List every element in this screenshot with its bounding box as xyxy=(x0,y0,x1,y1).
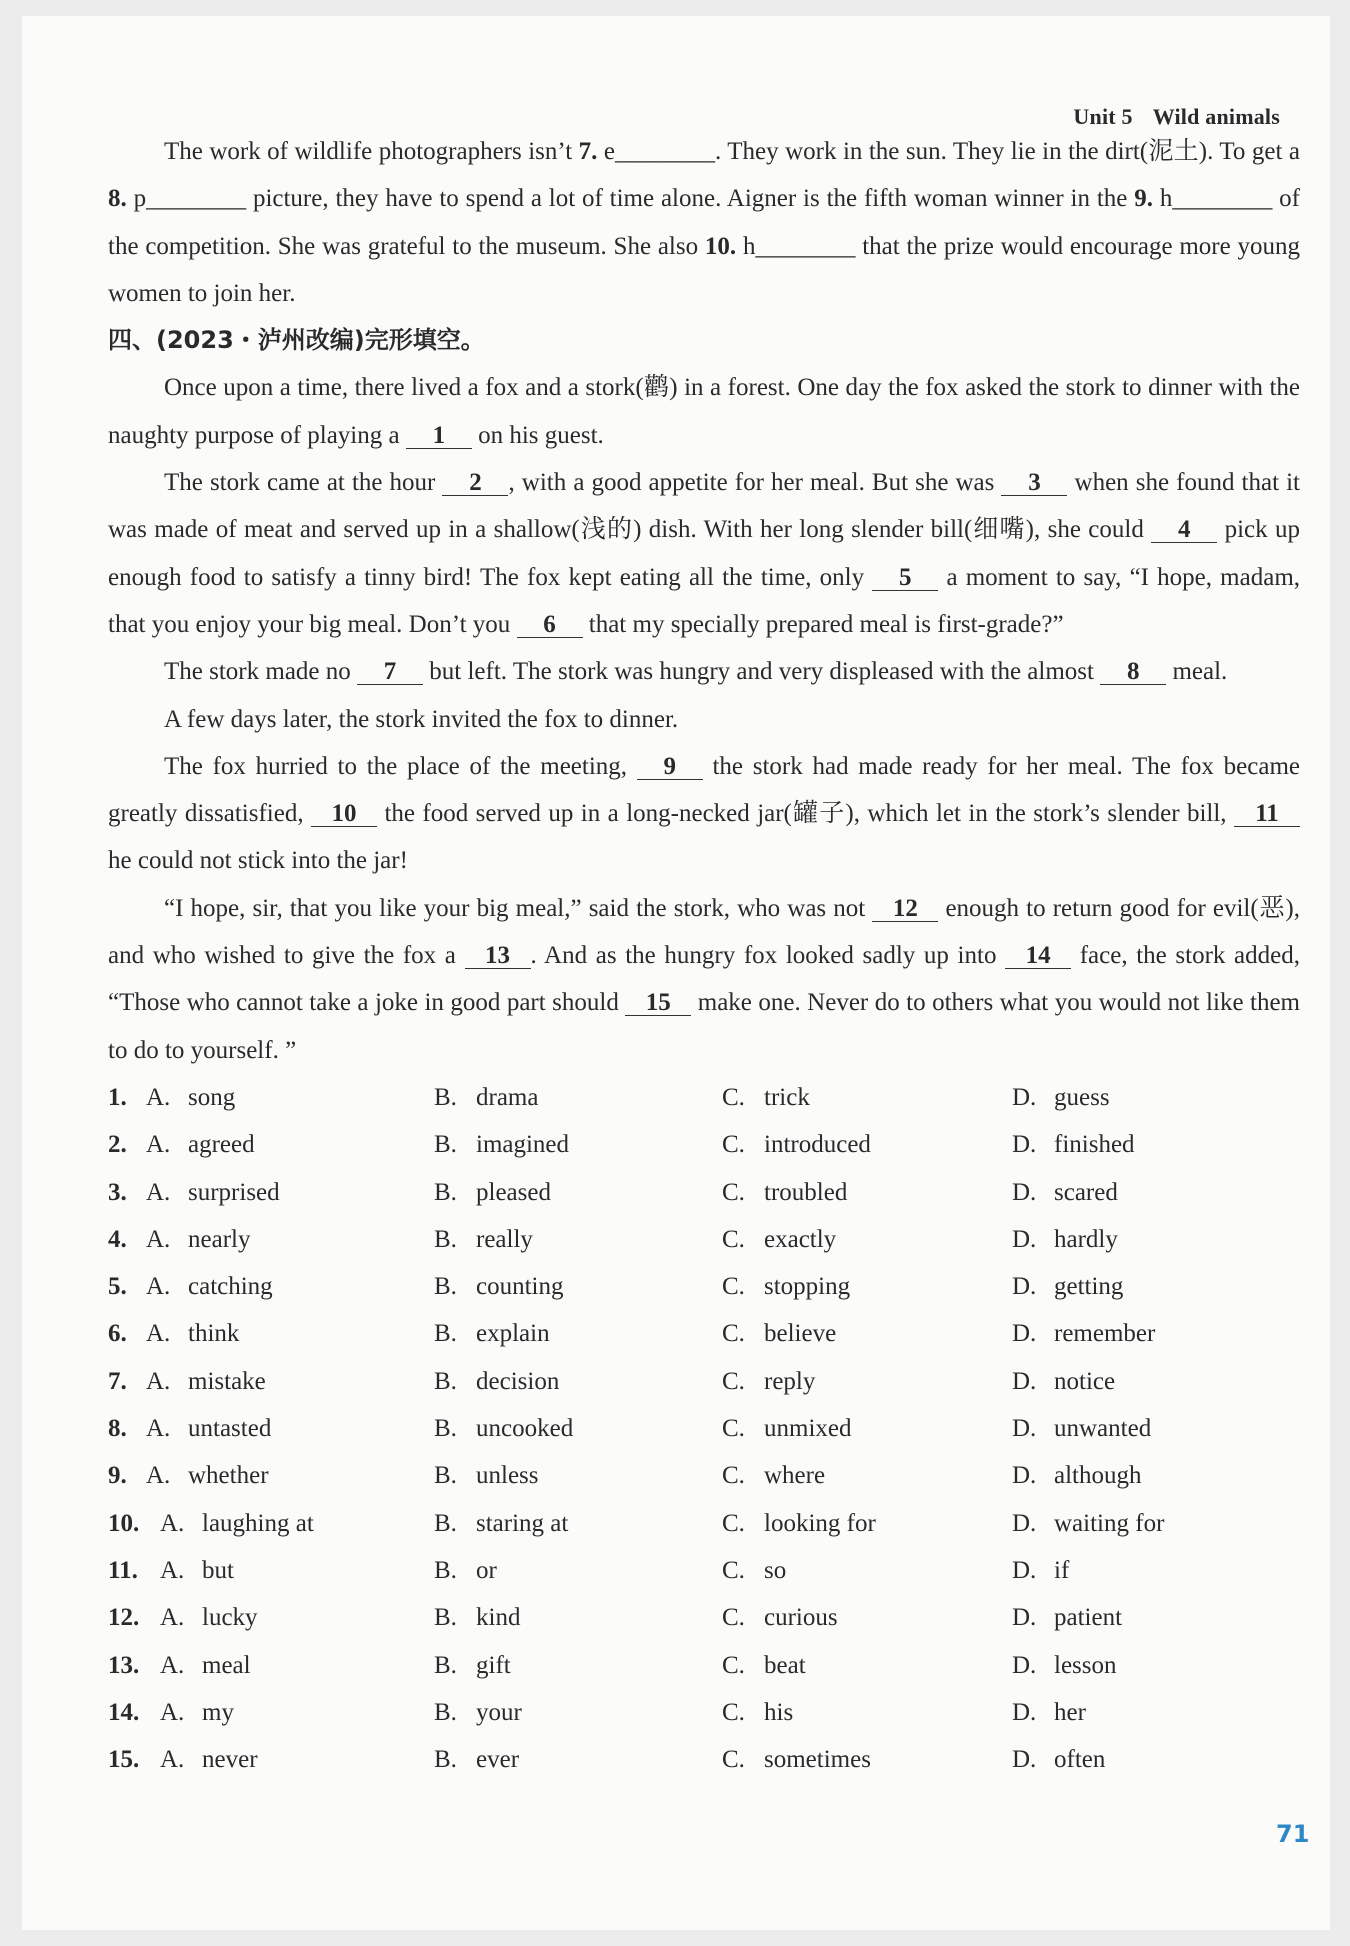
answer-choice[interactable] xyxy=(722,1642,806,1689)
answer-choice[interactable] xyxy=(1012,1547,1069,1594)
answer-choice[interactable] xyxy=(146,1452,269,1499)
choice-text: surprised xyxy=(188,1178,280,1206)
cloze-text: . And as the hungry fox looked sadly up into xyxy=(530,942,1006,970)
question-number: 8. xyxy=(108,185,127,213)
question-number: 9. xyxy=(108,1462,127,1490)
cloze-paragraph xyxy=(108,459,1300,648)
option-row xyxy=(108,1358,1300,1405)
answer-choice[interactable] xyxy=(1012,1736,1105,1783)
choice-letter: B. xyxy=(434,1178,457,1206)
cloze-text: , with a good appetite for her meal. But she was xyxy=(508,469,1002,497)
answer-choice[interactable] xyxy=(722,1547,786,1594)
answer-choice[interactable] xyxy=(722,1405,852,1452)
choice-letter: D. xyxy=(1012,1604,1037,1632)
option-row xyxy=(108,1169,1300,1216)
cloze-blank[interactable]: 13 xyxy=(465,944,531,969)
choice-text: or xyxy=(476,1556,497,1584)
choice-text: really xyxy=(476,1225,533,1253)
choice-text: counting xyxy=(476,1273,564,1301)
cloze-text: a moment to say, “I hope, madam, that you enjoy your big meal. Don’t you xyxy=(108,563,1301,638)
question-number: 11. xyxy=(108,1556,138,1584)
answer-choice[interactable] xyxy=(1012,1121,1135,1168)
choice-letter: A. xyxy=(160,1556,185,1584)
choice-text: laughing at xyxy=(202,1509,314,1537)
answer-choice[interactable] xyxy=(434,1310,550,1357)
choice-text: explain xyxy=(476,1320,550,1348)
passage-text: e________. They work in the sun. They lie in the dirt(泥土). To get a xyxy=(597,138,1300,165)
answer-choice[interactable] xyxy=(146,1169,280,1216)
choice-letter: D. xyxy=(1012,1131,1037,1159)
question-number: 12. xyxy=(108,1604,140,1632)
answer-choice[interactable] xyxy=(160,1736,258,1783)
choice-letter: A. xyxy=(146,1225,171,1253)
choice-letter: C. xyxy=(722,1178,745,1206)
option-row xyxy=(108,1594,1300,1641)
choice-text: but xyxy=(202,1556,234,1584)
choice-text: if xyxy=(1054,1556,1070,1584)
answer-choice[interactable] xyxy=(434,1074,538,1121)
cloze-text: when she found that it was made of meat and served up in a shallow(浅的) dish. With her long slender bill(细嘴), she could xyxy=(108,469,1301,544)
cloze-text: he could not stick into the jar! xyxy=(108,847,408,875)
choice-text: finished xyxy=(1054,1131,1135,1159)
cloze-text: the stork had made ready for her meal. The fox became greatly dissatisfied, xyxy=(108,752,1300,828)
answer-choice[interactable] xyxy=(434,1405,573,1452)
cloze-text: enough to return good for evil(恶), and who wished to give the fox a xyxy=(108,894,1300,970)
cloze-text: pick up enough food to satisfy a tinny bird! The fox kept eating all the time, only xyxy=(108,516,1300,591)
choice-text: whether xyxy=(188,1462,269,1490)
answer-choice[interactable] xyxy=(434,1358,559,1405)
answer-choice[interactable] xyxy=(434,1642,511,1689)
choice-text: sometimes xyxy=(764,1746,871,1774)
option-row xyxy=(108,1642,1300,1689)
answer-choice[interactable] xyxy=(434,1500,568,1547)
cloze-text: Once upon a time, there lived a fox and a stork(鹳) in a forest. One day the fox asked the stork to dinner with the naughty purpose of playing a xyxy=(108,374,1300,449)
choice-text: her xyxy=(1054,1698,1086,1726)
choice-text: guess xyxy=(1054,1083,1110,1111)
answer-choice[interactable] xyxy=(1012,1310,1155,1357)
choice-letter: C. xyxy=(722,1698,745,1726)
question-number: 13. xyxy=(108,1651,140,1679)
cloze-text: make one. Never do to others what you would not like them to do to yourself. ” xyxy=(108,989,1300,1064)
answer-choice[interactable] xyxy=(722,1500,876,1547)
choice-text: stopping xyxy=(764,1273,851,1301)
choice-letter: A. xyxy=(160,1509,185,1537)
choice-letter: D. xyxy=(1012,1556,1037,1584)
choice-letter: A. xyxy=(160,1698,185,1726)
question-number: 10. xyxy=(704,232,737,260)
option-row xyxy=(108,1074,1300,1121)
choice-text: kind xyxy=(476,1604,521,1632)
cloze-text: meal. xyxy=(1166,658,1228,686)
choice-letter: D. xyxy=(1012,1462,1037,1490)
choice-text: nearly xyxy=(188,1225,251,1253)
answer-choice[interactable] xyxy=(1012,1169,1118,1216)
answer-choice[interactable] xyxy=(434,1216,533,1263)
answer-choice[interactable] xyxy=(1012,1358,1115,1405)
choice-text: ever xyxy=(476,1746,520,1774)
question-number: 7. xyxy=(578,138,598,165)
choice-text: remember xyxy=(1054,1320,1156,1348)
cloze-text: “I hope, sir, that you like your big meal,” said the stork, who was not xyxy=(164,894,873,922)
choice-letter: C. xyxy=(722,1604,745,1632)
option-row xyxy=(108,1689,1300,1736)
question-number: 4. xyxy=(108,1225,127,1253)
answer-choice[interactable] xyxy=(722,1074,810,1121)
choice-letter: A. xyxy=(146,1415,171,1443)
choice-text: staring at xyxy=(476,1509,569,1537)
answer-choice[interactable] xyxy=(146,1074,235,1121)
choice-text: mistake xyxy=(188,1367,266,1395)
page-number: 71 xyxy=(1276,1820,1310,1848)
cloze-text: face, the stork added, “Those who cannot take a joke in good part should xyxy=(108,942,1300,1017)
choice-text: patient xyxy=(1054,1604,1123,1632)
question-number: 3. xyxy=(108,1178,127,1206)
answer-choice[interactable] xyxy=(434,1736,519,1783)
question-number: 14. xyxy=(108,1698,140,1726)
choice-letter: C. xyxy=(722,1651,745,1679)
page-content xyxy=(108,128,1300,1783)
choice-letter: D. xyxy=(1012,1225,1037,1253)
cloze-text: that my specially prepared meal is first-grade?” xyxy=(582,610,1064,638)
question-number: 15. xyxy=(108,1746,140,1774)
choice-letter: B. xyxy=(434,1509,457,1537)
answer-choice[interactable] xyxy=(1012,1452,1142,1499)
question-number: 10. xyxy=(108,1509,140,1537)
choice-letter: D. xyxy=(1012,1273,1037,1301)
choice-text: meal xyxy=(202,1651,251,1679)
choice-letter: B. xyxy=(434,1131,457,1159)
choice-letter: B. xyxy=(434,1462,457,1490)
choice-text: although xyxy=(1054,1462,1142,1490)
choice-text: pleased xyxy=(476,1178,551,1206)
option-row xyxy=(108,1736,1300,1783)
choice-letter: D. xyxy=(1012,1651,1037,1679)
choice-letter: B. xyxy=(434,1225,457,1253)
answer-choice[interactable] xyxy=(722,1452,825,1499)
choice-letter: A. xyxy=(146,1178,171,1206)
choice-letter: C. xyxy=(722,1746,745,1774)
choice-text: unwanted xyxy=(1054,1415,1152,1443)
choice-letter: D. xyxy=(1012,1083,1037,1111)
choice-letter: D. xyxy=(1012,1320,1037,1348)
option-row xyxy=(108,1263,1300,1310)
cloze-text: The stork came at the hour xyxy=(164,469,443,497)
cloze-text: The stork made no xyxy=(164,658,358,686)
answer-choice[interactable] xyxy=(722,1263,850,1310)
answer-choice[interactable] xyxy=(722,1169,847,1216)
choice-text: looking for xyxy=(764,1509,876,1537)
choice-letter: A. xyxy=(160,1651,185,1679)
question-number: 6. xyxy=(108,1320,127,1348)
choice-letter: A. xyxy=(146,1083,171,1111)
choice-letter: C. xyxy=(722,1367,745,1395)
choice-text: believe xyxy=(764,1320,837,1348)
answer-choice[interactable] xyxy=(160,1642,251,1689)
choice-text: reply xyxy=(764,1367,816,1395)
choice-letter: C. xyxy=(722,1320,745,1348)
choice-text: unless xyxy=(476,1462,539,1490)
cloze-text: but left. The stork was hungry and very displeased with the almost xyxy=(423,658,1101,686)
choice-letter: D. xyxy=(1012,1367,1037,1395)
answer-choice[interactable] xyxy=(1012,1689,1086,1736)
choice-letter: D. xyxy=(1012,1509,1037,1537)
choice-text: gift xyxy=(476,1651,511,1679)
choice-text: curious xyxy=(764,1604,838,1632)
cloze-paragraph xyxy=(108,648,1300,695)
choice-letter: A. xyxy=(160,1604,185,1632)
choice-text: waiting for xyxy=(1054,1509,1165,1537)
choice-text: introduced xyxy=(764,1131,871,1159)
passage-paragraph xyxy=(108,128,1300,317)
cloze-blank[interactable]: 9 xyxy=(637,755,703,780)
choice-text: my xyxy=(202,1698,234,1726)
choice-letter: A. xyxy=(160,1746,185,1774)
answer-choice[interactable] xyxy=(1012,1216,1118,1263)
choice-letter: A. xyxy=(146,1131,171,1159)
choice-text: so xyxy=(764,1556,787,1584)
choice-text: lesson xyxy=(1054,1651,1117,1679)
choice-letter: C. xyxy=(722,1509,745,1537)
answer-choice[interactable] xyxy=(160,1547,234,1594)
choice-letter: C. xyxy=(722,1556,745,1584)
question-number: 5. xyxy=(108,1273,127,1301)
choice-text: hardly xyxy=(1054,1225,1118,1253)
cloze-text: on his guest. xyxy=(471,421,604,449)
answer-choice[interactable] xyxy=(434,1452,539,1499)
option-row xyxy=(108,1452,1300,1499)
choice-text: lucky xyxy=(202,1604,258,1632)
option-row xyxy=(108,1310,1300,1357)
choice-letter: B. xyxy=(434,1651,457,1679)
passage-text: p________ picture, they have to spend a lot of time alone. Aigner is the fifth woman winner in the xyxy=(126,185,1135,213)
choice-text: agreed xyxy=(188,1131,255,1159)
choice-text: his xyxy=(764,1698,794,1726)
answer-choice[interactable] xyxy=(146,1358,266,1405)
choice-letter: A. xyxy=(146,1462,171,1490)
choice-text: where xyxy=(764,1462,826,1490)
choice-text: unmixed xyxy=(764,1415,852,1443)
option-row xyxy=(108,1405,1300,1452)
answer-choice[interactable] xyxy=(434,1594,520,1641)
answer-choice[interactable] xyxy=(1012,1500,1164,1547)
choice-letter: D. xyxy=(1012,1698,1037,1726)
choice-text: exactly xyxy=(764,1225,837,1253)
choice-text: trick xyxy=(764,1083,810,1111)
choice-text: your xyxy=(476,1698,522,1726)
passage-text: h________ that the prize would encourage more young women to join her. xyxy=(108,232,1300,307)
choice-text: often xyxy=(1054,1746,1106,1774)
option-row xyxy=(108,1216,1300,1263)
cloze-text: The fox hurried to the place of the meeting, xyxy=(164,752,637,780)
cloze-blank[interactable]: 8 xyxy=(1100,660,1166,685)
choice-text: untasted xyxy=(188,1415,272,1443)
choice-letter: C. xyxy=(722,1415,745,1443)
choice-letter: D. xyxy=(1012,1746,1037,1774)
cloze-blank[interactable]: 10 xyxy=(311,802,377,827)
choice-letter: C. xyxy=(722,1462,745,1490)
cloze-blank[interactable]: 7 xyxy=(357,660,423,685)
answer-choice[interactable] xyxy=(1012,1594,1122,1641)
answer-choice[interactable] xyxy=(146,1121,255,1168)
answer-choice[interactable] xyxy=(722,1310,836,1357)
cloze-blank[interactable]: 3 xyxy=(1001,471,1067,496)
answer-choice[interactable] xyxy=(160,1689,234,1736)
choice-letter: B. xyxy=(434,1698,457,1726)
question-number: 7. xyxy=(108,1367,127,1395)
answer-choice[interactable] xyxy=(146,1216,250,1263)
section-title: 四、(2023・泸州改编)完形填空。 xyxy=(108,326,485,355)
choice-text: beat xyxy=(764,1651,806,1679)
cloze-blank[interactable]: 14 xyxy=(1005,944,1071,969)
choice-text: song xyxy=(188,1083,236,1111)
choice-text: never xyxy=(202,1746,258,1774)
unit-number: Unit 5 xyxy=(1073,104,1133,129)
choice-text: notice xyxy=(1054,1367,1116,1395)
option-row xyxy=(108,1121,1300,1168)
answer-choice[interactable] xyxy=(722,1594,838,1641)
answer-choice[interactable] xyxy=(146,1405,271,1452)
cloze-blank[interactable]: 4 xyxy=(1151,518,1217,543)
answer-choice[interactable] xyxy=(146,1310,239,1357)
choice-text: think xyxy=(188,1320,240,1348)
choice-letter: B. xyxy=(434,1273,457,1301)
passage-text: h________ of the competition. She was grateful to the museum. She also xyxy=(108,185,1300,260)
choice-letter: A. xyxy=(146,1273,171,1301)
question-number: 8. xyxy=(108,1415,127,1443)
choice-letter: C. xyxy=(722,1131,745,1159)
choice-text: getting xyxy=(1054,1273,1124,1301)
choice-letter: B. xyxy=(434,1367,457,1395)
cloze-blank[interactable]: 12 xyxy=(872,897,938,922)
cloze-blank[interactable]: 5 xyxy=(872,566,938,591)
choice-text: uncooked xyxy=(476,1415,574,1443)
answer-choice[interactable] xyxy=(722,1736,871,1783)
choice-letter: D. xyxy=(1012,1178,1037,1206)
choice-text: decision xyxy=(476,1367,560,1395)
choice-letter: B. xyxy=(434,1556,457,1584)
choice-letter: A. xyxy=(146,1320,171,1348)
option-row xyxy=(108,1547,1300,1594)
option-row xyxy=(108,1500,1300,1547)
choice-letter: C. xyxy=(722,1225,745,1253)
answer-choice[interactable] xyxy=(722,1121,871,1168)
answer-choice[interactable] xyxy=(146,1263,273,1310)
choice-letter: A. xyxy=(146,1367,171,1395)
passage-text: The work of wildlife photographers isn’t xyxy=(164,138,579,165)
cloze-blank[interactable]: 11 xyxy=(1234,802,1300,827)
choice-text: drama xyxy=(476,1083,539,1111)
cloze-paragraph xyxy=(108,743,1300,885)
answer-choice[interactable] xyxy=(1012,1642,1117,1689)
answer-choice[interactable] xyxy=(1012,1263,1123,1310)
choice-letter: C. xyxy=(722,1273,745,1301)
choice-letter: D. xyxy=(1012,1415,1037,1443)
choice-text: scared xyxy=(1054,1178,1118,1206)
answer-choice[interactable] xyxy=(434,1121,569,1168)
answer-choice[interactable] xyxy=(434,1263,564,1310)
cloze-blank[interactable]: 2 xyxy=(442,471,508,496)
cloze-blank[interactable]: 6 xyxy=(517,613,583,638)
choice-text: imagined xyxy=(476,1131,570,1159)
answer-choice[interactable] xyxy=(1012,1405,1151,1452)
answer-choice[interactable] xyxy=(722,1358,815,1405)
question-number: 1. xyxy=(108,1083,127,1111)
cloze-paragraph xyxy=(108,885,1300,1074)
choice-letter: B. xyxy=(434,1415,457,1443)
answer-choice[interactable] xyxy=(160,1500,314,1547)
choice-text: troubled xyxy=(764,1178,848,1206)
cloze-blank[interactable]: 1 xyxy=(406,424,472,449)
answer-choice[interactable] xyxy=(434,1169,551,1216)
answer-choice[interactable] xyxy=(722,1689,793,1736)
cloze-text: the food served up in a long-necked jar(罐子), which let in the stork’s slender bill, xyxy=(377,800,1234,828)
cloze-paragraph xyxy=(108,364,1300,459)
answer-choice[interactable] xyxy=(434,1547,497,1594)
choice-letter: B. xyxy=(434,1083,457,1111)
answer-options xyxy=(108,1074,1300,1783)
choice-letter: C. xyxy=(722,1083,745,1111)
cloze-paragraph: A few days later, the stork invited the fox to dinner. xyxy=(164,705,679,733)
choice-letter: B. xyxy=(434,1746,457,1774)
choice-text: catching xyxy=(188,1273,273,1301)
answer-choice[interactable] xyxy=(434,1689,522,1736)
unit-header xyxy=(1073,104,1280,130)
choice-letter: B. xyxy=(434,1320,457,1348)
cloze-blank[interactable]: 15 xyxy=(625,991,691,1016)
answer-choice[interactable] xyxy=(160,1594,258,1641)
answer-choice[interactable] xyxy=(1012,1074,1110,1121)
choice-letter: B. xyxy=(434,1604,457,1632)
answer-choice[interactable] xyxy=(722,1216,836,1263)
unit-title: Wild animals xyxy=(1152,104,1280,129)
question-number: 9. xyxy=(1134,185,1153,213)
question-number: 2. xyxy=(108,1131,127,1159)
